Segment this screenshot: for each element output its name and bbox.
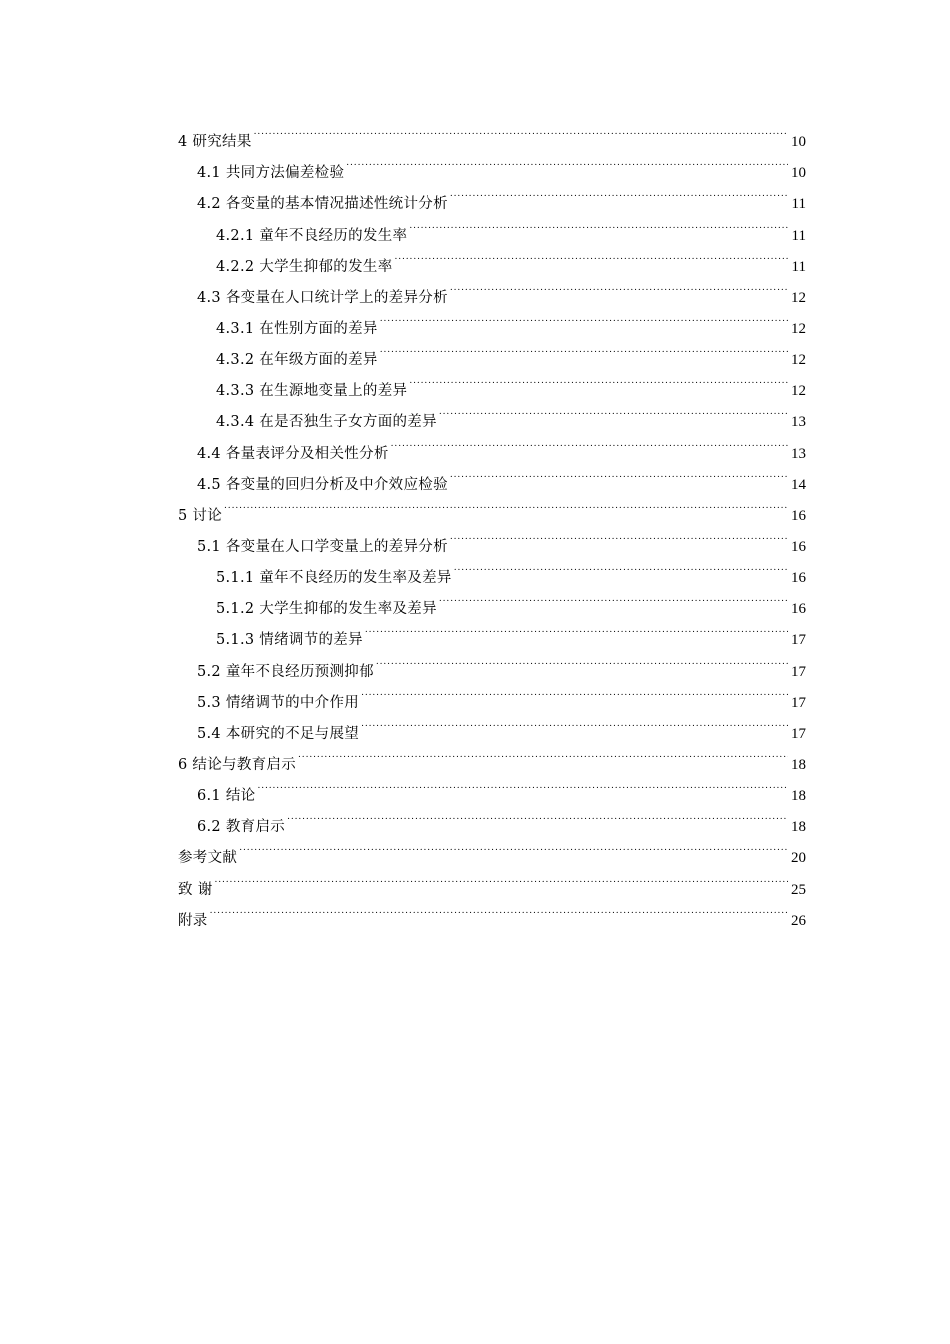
toc-entry-page-number: 20 [791, 850, 806, 867]
toc-entry-page-number: 16 [791, 538, 806, 555]
toc-dot-leader [409, 364, 788, 395]
toc-entry[interactable] [178, 115, 806, 151]
toc-entry-title: 4.5 各变量的回归分析及中介效应检验 [197, 476, 448, 493]
toc-dot-leader [210, 894, 788, 925]
toc-entry-title: 5.3 情绪调节的中介作用 [197, 694, 360, 711]
toc-entry-page-number: 12 [791, 383, 806, 400]
toc-entry-title: 4.4 各量表评分及相关性分析 [197, 445, 389, 462]
toc-dot-leader [257, 769, 788, 800]
toc-entry-title: 参考文献 [178, 850, 238, 867]
toc-entry-title: 5.1.2 大学生抑郁的发生率及差异 [216, 601, 437, 618]
toc-entry-title: 5.1 各变量在人口学变量上的差异分析 [197, 538, 448, 555]
toc-entry[interactable] [178, 862, 806, 898]
toc-dot-leader [376, 644, 788, 675]
toc-entry-page-number: 17 [791, 663, 806, 680]
toc-entry-page-number: 14 [791, 476, 806, 493]
toc-dot-leader [395, 240, 789, 271]
toc-dot-leader [380, 302, 788, 333]
toc-entry-title: 5.2 童年不良经历预测抑郁 [197, 663, 374, 680]
toc-entry-page-number: 17 [791, 694, 806, 711]
toc-dot-leader [380, 333, 788, 364]
toc-dot-leader [365, 613, 788, 644]
toc-entry-title: 4.3.2 在年级方面的差异 [216, 352, 378, 369]
toc-entry-page-number: 16 [791, 601, 806, 618]
toc-dot-leader [361, 707, 788, 738]
toc-entry[interactable] [178, 769, 806, 805]
toc-dot-leader [391, 426, 788, 457]
toc-entry-title: 5.1.1 童年不良经历的发生率及差异 [216, 570, 452, 587]
toc-entry-title: 4.2 各变量的基本情况描述性统计分析 [197, 196, 448, 213]
toc-entry-page-number: 25 [791, 881, 806, 898]
toc-entry-title: 4.3.1 在性别方面的差异 [216, 320, 378, 337]
toc-entry-title: 4.3 各变量在人口统计学上的差异分析 [197, 289, 448, 306]
toc-entry-page-number: 18 [791, 788, 806, 805]
toc-dot-leader [287, 800, 788, 831]
toc-entry-title: 附录 [178, 912, 208, 929]
toc-entry-title: 4.1 共同方法偏差检验 [197, 165, 345, 182]
toc-dot-leader [215, 862, 788, 893]
toc-entry-page-number: 12 [791, 352, 806, 369]
toc-dot-leader [450, 177, 789, 208]
toc-dot-leader [298, 738, 788, 769]
toc-entry-page-number: 16 [791, 507, 806, 524]
toc-dot-leader [439, 395, 788, 426]
toc-entry-page-number: 18 [791, 819, 806, 836]
toc-entry-title: 致 谢 [178, 881, 213, 898]
toc-entry-title: 4.2.2 大学生抑郁的发生率 [216, 258, 393, 275]
toc-dot-leader [239, 831, 788, 862]
toc-entry-title: 5.4 本研究的不足与展望 [197, 725, 360, 742]
toc-entry[interactable] [178, 489, 806, 524]
toc-entry-page-number: 18 [791, 756, 806, 773]
toc-entry-page-number: 10 [791, 134, 806, 151]
toc-entry-page-number: 16 [791, 570, 806, 587]
toc-dot-leader [346, 146, 788, 177]
toc-entry[interactable] [178, 831, 806, 867]
toc-entry-title: 6.2 教育启示 [197, 819, 286, 836]
toc-entry[interactable] [178, 800, 806, 836]
table-of-contents [178, 115, 806, 929]
toc-entry-title: 6.1 结论 [197, 788, 256, 805]
toc-dot-leader [224, 489, 788, 520]
toc-entry-page-number: 13 [791, 414, 806, 431]
toc-entry-page-number: 11 [791, 227, 806, 244]
toc-entry-title: 4.3.4 在是否独生子女方面的差异 [216, 414, 437, 431]
toc-entry-title: 6 结论与教育启示 [178, 756, 297, 773]
toc-entry-page-number: 12 [791, 289, 806, 306]
toc-dot-leader [409, 208, 788, 239]
toc-entry[interactable] [178, 146, 806, 182]
toc-entry-page-number: 26 [791, 912, 806, 929]
toc-entry-title: 4.2.1 童年不良经历的发生率 [216, 227, 408, 244]
toc-dot-leader [361, 676, 788, 707]
toc-dot-leader [254, 115, 788, 146]
toc-entry-page-number: 17 [791, 632, 806, 649]
toc-entry-page-number: 17 [791, 725, 806, 742]
toc-dot-leader [454, 551, 788, 582]
toc-entry[interactable] [178, 520, 806, 555]
toc-entry-title: 4.3.3 在生源地变量上的差异 [216, 383, 408, 400]
toc-dot-leader [439, 582, 788, 613]
toc-entry-title: 4 研究结果 [178, 134, 252, 151]
toc-entry-page-number: 12 [791, 320, 806, 337]
toc-entry-title: 5 讨论 [178, 507, 223, 524]
toc-entry-page-number: 11 [791, 196, 806, 213]
toc-dot-leader [450, 520, 788, 551]
toc-entry-page-number: 11 [791, 258, 806, 275]
toc-dot-leader [450, 271, 788, 302]
toc-entry-title: 5.1.3 情绪调节的差异 [216, 632, 363, 649]
toc-entry-page-number: 13 [791, 445, 806, 462]
toc-entry-page-number: 10 [791, 165, 806, 182]
toc-entry[interactable] [178, 894, 806, 929]
toc-dot-leader [450, 458, 788, 489]
